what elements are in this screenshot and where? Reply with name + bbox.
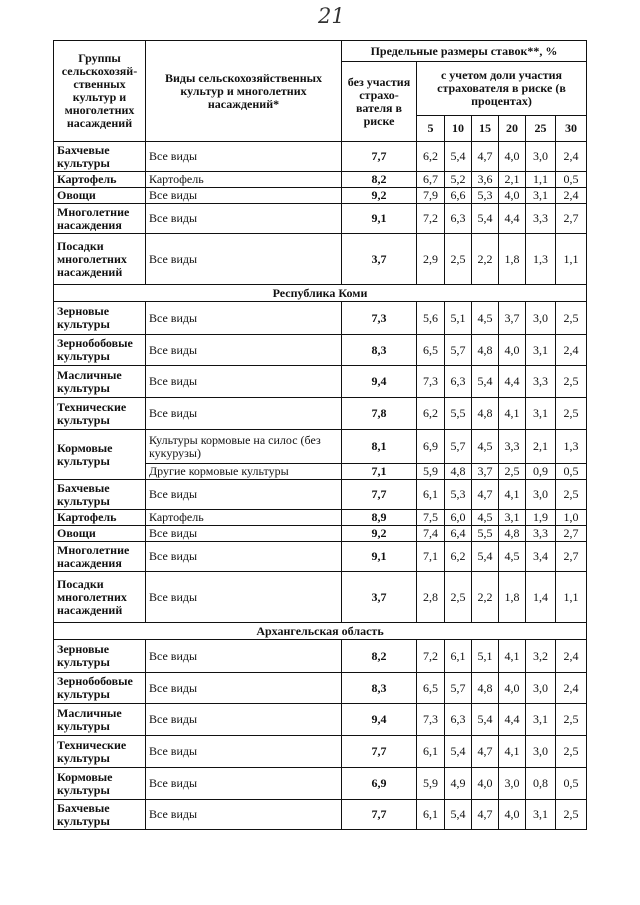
crop-kind: Все виды [146,736,342,768]
region-name: Республика Коми [54,285,587,302]
rate-share-5: 7,3 [417,704,445,736]
rate-share-25: 3,0 [526,480,556,510]
table-row [54,335,587,366]
rate-share-15: 5,4 [472,204,499,234]
rate-base: 7,8 [342,398,417,430]
header-crop-kind: Виды сельскохозяйственных культур и многолетних насаждений* [146,41,342,142]
table-row [54,510,587,526]
rate-share-15: 4,7 [472,800,499,830]
rate-share-30: 2,5 [556,366,587,398]
rate-share-25: 3,1 [526,704,556,736]
rate-share-25: 1,4 [526,572,556,623]
rate-share-5: 6,1 [417,736,445,768]
rate-share-10: 2,5 [445,234,472,285]
rate-share-25: 2,1 [526,430,556,464]
rate-base: 8,2 [342,172,417,188]
table-row [54,768,587,800]
rate-share-25: 1,3 [526,234,556,285]
header-share-10: 10 [445,116,472,142]
rate-share-20: 4,1 [499,480,526,510]
rate-share-5: 6,7 [417,172,445,188]
crop-kind: Все виды [146,640,342,673]
rate-share-30: 1,1 [556,234,587,285]
crop-group: Зерновые культуры [54,302,146,335]
rate-share-10: 6,6 [445,188,472,204]
rate-share-15: 5,1 [472,640,499,673]
crop-kind: Все виды [146,204,342,234]
rate-share-5: 6,2 [417,142,445,172]
crop-kind: Все виды [146,526,342,542]
crop-kind: Все виды [146,366,342,398]
rate-share-25: 3,2 [526,640,556,673]
rate-share-20: 4,0 [499,673,526,704]
rate-share-20: 4,8 [499,526,526,542]
crop-kind: Все виды [146,480,342,510]
rate-share-10: 5,3 [445,480,472,510]
rate-share-15: 4,5 [472,430,499,464]
rate-base: 7,7 [342,142,417,172]
rate-share-5: 6,5 [417,335,445,366]
header-crop-group: Группы сельскохозяй-ственных культур и многолетних насаждений [54,41,146,142]
rate-share-20: 4,4 [499,704,526,736]
rate-share-10: 4,9 [445,768,472,800]
rate-share-15: 5,4 [472,542,499,572]
rate-share-10: 6,3 [445,366,472,398]
rate-share-15: 4,7 [472,480,499,510]
crop-group: Картофель [54,510,146,526]
rate-share-25: 0,8 [526,768,556,800]
rate-share-15: 5,5 [472,526,499,542]
rate-share-5: 7,2 [417,204,445,234]
rate-share-5: 6,5 [417,673,445,704]
region-row [54,623,587,640]
rate-share-5: 2,8 [417,572,445,623]
rate-share-20: 3,0 [499,768,526,800]
rate-share-15: 4,7 [472,142,499,172]
rate-share-30: 2,4 [556,335,587,366]
rate-share-30: 2,5 [556,800,587,830]
crop-group: Зернобобовые культуры [54,335,146,366]
rate-share-10: 5,4 [445,800,472,830]
rate-share-30: 2,4 [556,640,587,673]
rate-share-20: 3,1 [499,510,526,526]
rate-share-30: 0,5 [556,464,587,480]
rate-share-30: 2,5 [556,736,587,768]
crop-group: Посадки многолетних насаждений [54,234,146,285]
rate-share-5: 6,1 [417,480,445,510]
rate-share-20: 4,4 [499,204,526,234]
rate-share-25: 3,3 [526,204,556,234]
rate-share-20: 3,3 [499,430,526,464]
crop-group: Многолетние насаждения [54,542,146,572]
crop-group: Кормовые культуры [54,430,146,480]
rate-share-10: 5,2 [445,172,472,188]
rate-share-25: 3,1 [526,188,556,204]
table-body [54,142,587,830]
rate-share-20: 4,1 [499,736,526,768]
rate-share-5: 6,1 [417,800,445,830]
crop-kind: Картофель [146,510,342,526]
rate-share-20: 4,1 [499,398,526,430]
rate-share-25: 3,0 [526,673,556,704]
crop-kind: Все виды [146,234,342,285]
rate-share-25: 3,0 [526,142,556,172]
rate-share-20: 1,8 [499,572,526,623]
rate-share-5: 7,1 [417,542,445,572]
rate-base: 9,2 [342,188,417,204]
rate-share-10: 6,0 [445,510,472,526]
rate-share-10: 6,3 [445,204,472,234]
rate-share-10: 5,4 [445,142,472,172]
crop-group: Овощи [54,188,146,204]
header-share-20: 20 [499,116,526,142]
table-row [54,640,587,673]
insurance-rates-table [53,40,587,830]
rate-base: 9,4 [342,366,417,398]
rate-share-30: 1,0 [556,510,587,526]
crop-kind: Все виды [146,704,342,736]
rate-share-25: 3,4 [526,542,556,572]
rate-share-20: 1,8 [499,234,526,285]
page-number: 21 [318,4,345,28]
table-row [54,302,587,335]
header-without-participation: без участия страхо-вателя в риске [342,62,417,142]
rate-share-15: 4,8 [472,673,499,704]
crop-kind: Все виды [146,398,342,430]
table-row [54,480,587,510]
crop-kind: Все виды [146,768,342,800]
rate-share-10: 5,4 [445,736,472,768]
rate-share-15: 4,7 [472,736,499,768]
crop-kind: Культуры кормовые на силос (без кукурузы) [146,430,342,464]
rate-share-10: 5,7 [445,335,472,366]
crop-group: Бахчевые культуры [54,142,146,172]
rate-share-20: 3,7 [499,302,526,335]
rate-share-10: 5,7 [445,673,472,704]
rate-share-10: 6,4 [445,526,472,542]
rate-share-30: 0,5 [556,172,587,188]
rate-share-20: 2,5 [499,464,526,480]
rate-base: 8,3 [342,335,417,366]
rate-base: 3,7 [342,234,417,285]
crop-kind: Все виды [146,302,342,335]
rate-share-5: 2,9 [417,234,445,285]
rate-share-30: 1,3 [556,430,587,464]
rate-base: 9,4 [342,704,417,736]
rate-share-15: 4,0 [472,768,499,800]
rate-share-20: 4,0 [499,335,526,366]
rate-share-10: 6,1 [445,640,472,673]
table-row [54,398,587,430]
crop-group: Бахчевые культуры [54,800,146,830]
rate-base: 7,1 [342,464,417,480]
table-row [54,366,587,398]
rate-share-10: 4,8 [445,464,472,480]
crop-group: Картофель [54,172,146,188]
rate-share-30: 2,7 [556,204,587,234]
header-with-participation: с учетом доли участия страхователя в риске (в процентах) [417,62,587,116]
rate-share-30: 2,7 [556,542,587,572]
rate-base: 7,7 [342,800,417,830]
rate-share-10: 6,2 [445,542,472,572]
crop-group: Овощи [54,526,146,542]
rate-base: 7,7 [342,736,417,768]
rate-share-10: 5,5 [445,398,472,430]
rate-base: 7,7 [342,480,417,510]
rate-share-10: 5,1 [445,302,472,335]
table-row [54,526,587,542]
rate-share-20: 2,1 [499,172,526,188]
rate-share-15: 4,8 [472,335,499,366]
rate-share-10: 5,7 [445,430,472,464]
rate-share-20: 4,0 [499,800,526,830]
rate-share-25: 3,1 [526,800,556,830]
crop-group: Зерновые культуры [54,640,146,673]
header-share-5: 5 [417,116,445,142]
rate-share-15: 5,3 [472,188,499,204]
rate-base: 3,7 [342,572,417,623]
rate-share-25: 3,3 [526,526,556,542]
rate-share-5: 5,9 [417,768,445,800]
rate-share-30: 2,5 [556,480,587,510]
region-name: Архангельская область [54,623,587,640]
rate-share-25: 3,1 [526,335,556,366]
crop-kind: Все виды [146,188,342,204]
rate-share-5: 7,2 [417,640,445,673]
header-rate-limits: Предельные размеры ставок**, % [342,41,587,62]
rate-share-5: 6,9 [417,430,445,464]
rate-share-25: 3,0 [526,736,556,768]
table-row [54,188,587,204]
table-row [54,142,587,172]
rate-base: 8,3 [342,673,417,704]
region-row [54,285,587,302]
table-row [54,736,587,768]
rate-share-30: 2,7 [556,526,587,542]
header-share-15: 15 [472,116,499,142]
rate-share-15: 3,7 [472,464,499,480]
table-row [54,234,587,285]
rate-share-5: 7,3 [417,366,445,398]
rate-base: 9,1 [342,204,417,234]
rate-share-30: 2,4 [556,188,587,204]
rate-share-10: 6,3 [445,704,472,736]
crop-group: Бахчевые культуры [54,480,146,510]
rate-share-20: 4,0 [499,188,526,204]
crop-group: Технические культуры [54,398,146,430]
rate-base: 7,3 [342,302,417,335]
rate-base: 8,9 [342,510,417,526]
rate-share-10: 2,5 [445,572,472,623]
rate-share-5: 7,5 [417,510,445,526]
rate-share-5: 6,2 [417,398,445,430]
table-row [54,572,587,623]
crop-kind: Все виды [146,542,342,572]
crop-kind: Все виды [146,800,342,830]
crop-kind: Все виды [146,572,342,623]
rate-share-25: 1,1 [526,172,556,188]
rate-share-15: 3,6 [472,172,499,188]
rate-share-20: 4,5 [499,542,526,572]
table-header [54,41,587,142]
rate-share-30: 1,1 [556,572,587,623]
rate-base: 9,2 [342,526,417,542]
rate-share-30: 2,5 [556,398,587,430]
table-row [54,172,587,188]
rate-share-15: 4,5 [472,302,499,335]
rate-base: 6,9 [342,768,417,800]
crop-group: Технические культуры [54,736,146,768]
crop-group: Кормовые культуры [54,768,146,800]
table-row [54,673,587,704]
rate-share-15: 5,4 [472,704,499,736]
crop-group: Многолетние насаждения [54,204,146,234]
rate-share-15: 4,5 [472,510,499,526]
rate-base: 9,1 [342,542,417,572]
crop-kind: Все виды [146,673,342,704]
rate-share-20: 4,4 [499,366,526,398]
rate-base: 8,1 [342,430,417,464]
rate-share-20: 4,1 [499,640,526,673]
rate-share-30: 0,5 [556,768,587,800]
rate-share-25: 3,3 [526,366,556,398]
rate-share-30: 2,4 [556,673,587,704]
rate-share-15: 2,2 [472,572,499,623]
header-share-30: 30 [556,116,587,142]
crop-kind: Все виды [146,335,342,366]
table-row [54,800,587,830]
rate-share-5: 5,6 [417,302,445,335]
rate-share-25: 0,9 [526,464,556,480]
rate-share-30: 2,5 [556,704,587,736]
rate-share-30: 2,5 [556,302,587,335]
rate-share-25: 1,9 [526,510,556,526]
rate-share-15: 2,2 [472,234,499,285]
rate-share-5: 7,4 [417,526,445,542]
rate-share-25: 3,1 [526,398,556,430]
rate-base: 8,2 [342,640,417,673]
header-share-25: 25 [526,116,556,142]
crop-kind: Все виды [146,142,342,172]
rate-share-25: 3,0 [526,302,556,335]
table-row [54,542,587,572]
rate-share-5: 7,9 [417,188,445,204]
rate-share-15: 5,4 [472,366,499,398]
table-row [54,204,587,234]
table-row [54,704,587,736]
crop-group: Зернобобовые культуры [54,673,146,704]
table-row [54,430,587,464]
rate-share-15: 4,8 [472,398,499,430]
crop-group: Масличные культуры [54,704,146,736]
rate-share-30: 2,4 [556,142,587,172]
rate-share-20: 4,0 [499,142,526,172]
crop-group: Посадки многолетних насаждений [54,572,146,623]
crop-group: Масличные культуры [54,366,146,398]
crop-kind: Картофель [146,172,342,188]
rate-share-5: 5,9 [417,464,445,480]
crop-kind: Другие кормовые культуры [146,464,342,480]
